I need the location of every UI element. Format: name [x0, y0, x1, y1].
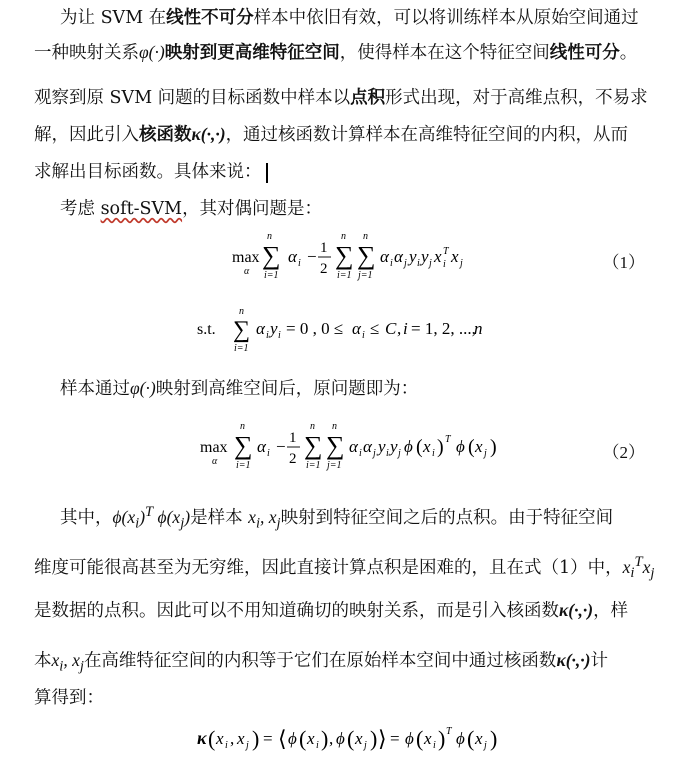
- svg-text:x: x: [355, 729, 363, 748]
- text-cursor: [266, 163, 268, 183]
- svg-text:i: i: [443, 259, 446, 270]
- svg-text:,: ,: [329, 729, 334, 748]
- svg-text:1: 1: [289, 430, 297, 446]
- svg-text:α: α: [244, 266, 250, 277]
- svg-text:y: y: [378, 437, 386, 456]
- svg-text:i: i: [386, 448, 389, 459]
- para1-line4: 解，因此引入核函数κ(·,·)，通过核函数计算样本在高维特征空间的内积，从而: [34, 124, 629, 145]
- equation-1: [0, 230, 689, 290]
- svg-text:x: x: [307, 729, 315, 748]
- svg-text:∑: ∑: [326, 431, 345, 460]
- svg-text:i=1: i=1: [306, 460, 321, 471]
- svg-text:i: i: [267, 448, 270, 459]
- svg-text:max: max: [200, 439, 228, 456]
- svg-text:∑: ∑: [234, 431, 253, 460]
- svg-text:i: i: [359, 448, 362, 459]
- svg-text:y: y: [390, 437, 398, 456]
- svg-text:(: (: [347, 726, 355, 751]
- svg-text:= 0 , 0 ≤: = 0 , 0 ≤: [286, 319, 344, 338]
- svg-text:y: y: [409, 247, 417, 266]
- para1-line5: 求解出目标函数。具体来说：: [34, 160, 689, 184]
- svg-text:−: −: [276, 437, 286, 456]
- svg-text:i: i: [390, 258, 393, 269]
- equation-2-svg: [0, 420, 689, 480]
- equation-1-svg: [0, 230, 689, 290]
- svg-text:i: i: [417, 258, 420, 269]
- svg-text:j: j: [398, 448, 401, 459]
- svg-text:i=1: i=1: [264, 270, 279, 281]
- svg-text:α: α: [380, 247, 389, 266]
- svg-text:x: x: [434, 247, 442, 266]
- svg-text:= 1, 2, ...,: = 1, 2, ...,: [411, 319, 476, 338]
- svg-text:n: n: [341, 231, 346, 242]
- para4-line5: 算得到：: [34, 688, 104, 708]
- svg-text:α: α: [363, 437, 372, 456]
- svg-text:): ): [490, 436, 497, 458]
- para1-line1: 为让 SVM 在线性不可分样本中依旧有效，可以将训练样本从原始空间通过: [60, 8, 639, 28]
- svg-text:): ): [437, 436, 444, 458]
- svg-text:i: i: [432, 448, 435, 459]
- kernel-equation-svg: [0, 718, 689, 756]
- svg-text:i: i: [316, 740, 319, 751]
- svg-text:ϕ: ϕ: [405, 729, 414, 748]
- svg-text:⟨: ⟨: [278, 726, 287, 751]
- svg-text:=: =: [263, 729, 273, 748]
- svg-text:T: T: [445, 434, 451, 445]
- soft-svm-term: soft-SVM: [100, 199, 183, 219]
- svg-text:y: y: [421, 247, 429, 266]
- svg-text:,: ,: [397, 319, 402, 338]
- phi-dot-product: $\phi(x_i)^T$ $\phi(x_j)$: [112, 504, 191, 532]
- svg-text:n: n: [332, 421, 337, 432]
- constraint-line: [0, 306, 689, 354]
- svg-text:): ): [321, 726, 329, 751]
- equation-2-number: （2）: [602, 443, 645, 462]
- svg-text:): ): [490, 726, 498, 751]
- svg-text:j: j: [246, 740, 249, 751]
- svg-text:j: j: [484, 448, 487, 459]
- svg-text:s.t.: s.t.: [197, 321, 216, 338]
- svg-text:j: j: [404, 258, 407, 269]
- svg-text:ϕ: ϕ: [404, 437, 413, 456]
- svg-text:(: (: [416, 726, 424, 751]
- svg-text:i: i: [433, 740, 436, 751]
- svg-text:i: i: [403, 319, 408, 338]
- svg-text:i: i: [298, 258, 301, 269]
- svg-text:(: (: [208, 726, 216, 751]
- para2-line: 考虑 soft-SVM，其对偶问题是：: [60, 199, 323, 219]
- svg-text:ϕ: ϕ: [456, 437, 465, 456]
- svg-text:x: x: [423, 437, 431, 456]
- svg-text:⟩: ⟩: [378, 726, 387, 751]
- constraint-svg: [0, 306, 689, 354]
- svg-text:n: n: [474, 319, 483, 338]
- svg-text:i: i: [266, 330, 269, 341]
- svg-text:n: n: [240, 421, 245, 432]
- svg-text:i: i: [278, 330, 281, 341]
- svg-text:ϕ: ϕ: [456, 729, 465, 748]
- svg-text:α: α: [257, 437, 266, 456]
- svg-text:κ: κ: [197, 728, 207, 748]
- svg-text:j=1: j=1: [358, 270, 373, 281]
- svg-text:T: T: [446, 726, 452, 737]
- svg-text:n: n: [267, 231, 272, 242]
- svg-text:2: 2: [289, 451, 297, 467]
- svg-text:j: j: [429, 258, 432, 269]
- svg-text:∑: ∑: [335, 241, 354, 270]
- svg-text:α: α: [212, 456, 218, 467]
- svg-text:x: x: [475, 437, 483, 456]
- svg-text:1: 1: [320, 240, 328, 256]
- svg-text:): ): [252, 726, 260, 751]
- svg-text:i=1: i=1: [234, 343, 249, 354]
- svg-text:i: i: [362, 330, 365, 341]
- para1-line3: 观察到原 SVM 问题的目标函数中样本以点积形式出现，对于高维点积，不易求: [34, 88, 648, 108]
- svg-text:i=1: i=1: [337, 270, 352, 281]
- svg-text:): ): [370, 726, 378, 751]
- svg-text:−: −: [307, 247, 317, 266]
- para4-line2: 维度可能很高甚至为无穷维，因此直接计算点积是困难的，且在式（1）中，$x_i^Tx_j$: [34, 554, 655, 582]
- svg-text:T: T: [443, 246, 449, 257]
- svg-text:(: (: [299, 726, 307, 751]
- para3-line: 样本通过φ(·)映射到高维空间后，原问题即为：: [60, 378, 419, 399]
- svg-text:n: n: [310, 421, 315, 432]
- svg-text:∑: ∑: [262, 241, 281, 270]
- svg-text:ϕ: ϕ: [336, 729, 345, 748]
- svg-text:x: x: [475, 729, 483, 748]
- svg-text:i=1: i=1: [236, 460, 251, 471]
- svg-text:∑: ∑: [304, 431, 323, 460]
- svg-text:≤: ≤: [370, 319, 380, 338]
- svg-text:max: max: [232, 249, 260, 266]
- svg-text:x: x: [237, 729, 245, 748]
- para4-line1: 其中，$\phi(x_i)^T$ $\phi(x_j)$是样本 $x_i$, $x_j$映射到特征空间之后的点积。由于特征空间: [60, 504, 614, 532]
- svg-text:(: (: [416, 436, 423, 458]
- svg-text:ϕ: ϕ: [288, 729, 297, 748]
- para4-line4: 本$x_i$, $x_j$在高维特征空间的内积等于它们在原始样本空间中通过核函数κ(·,·)计: [34, 650, 608, 675]
- svg-text:,: ,: [230, 729, 235, 748]
- svg-text:j=1: j=1: [327, 460, 342, 471]
- svg-text:x: x: [451, 247, 459, 266]
- svg-text:α: α: [349, 437, 358, 456]
- svg-text:x: x: [216, 729, 224, 748]
- svg-text:α: α: [288, 247, 297, 266]
- svg-text:α: α: [352, 319, 361, 338]
- equation-1-number: （1）: [602, 253, 645, 272]
- svg-text:n: n: [363, 231, 368, 242]
- svg-text:j: j: [460, 258, 463, 269]
- svg-text:2: 2: [320, 261, 328, 277]
- svg-text:y: y: [270, 319, 278, 338]
- svg-text:∑: ∑: [357, 241, 376, 270]
- svg-text:(: (: [468, 436, 475, 458]
- svg-text:j: j: [484, 740, 487, 751]
- svg-text:∑: ∑: [233, 317, 251, 343]
- equation-2: [0, 420, 689, 480]
- svg-text:C: C: [385, 319, 397, 338]
- svg-text:n: n: [239, 306, 244, 317]
- svg-text:α: α: [394, 247, 403, 266]
- svg-text:=: =: [390, 729, 400, 748]
- svg-text:x: x: [424, 729, 432, 748]
- svg-text:i: i: [225, 740, 228, 751]
- para4-line3: 是数据的点积。因此可以不用知道确切的映射关系，而是引入核函数κ(·,·)，样: [34, 600, 629, 621]
- kernel-equation: [0, 718, 689, 756]
- svg-text:j: j: [373, 448, 376, 459]
- svg-text:α: α: [256, 319, 265, 338]
- svg-text:j: j: [364, 740, 367, 751]
- para1-line2: 一种映射关系φ(·)映射到更高维特征空间，使得样本在这个特征空间线性可分。: [34, 42, 638, 63]
- svg-text:): ): [438, 726, 446, 751]
- svg-text:(: (: [467, 726, 475, 751]
